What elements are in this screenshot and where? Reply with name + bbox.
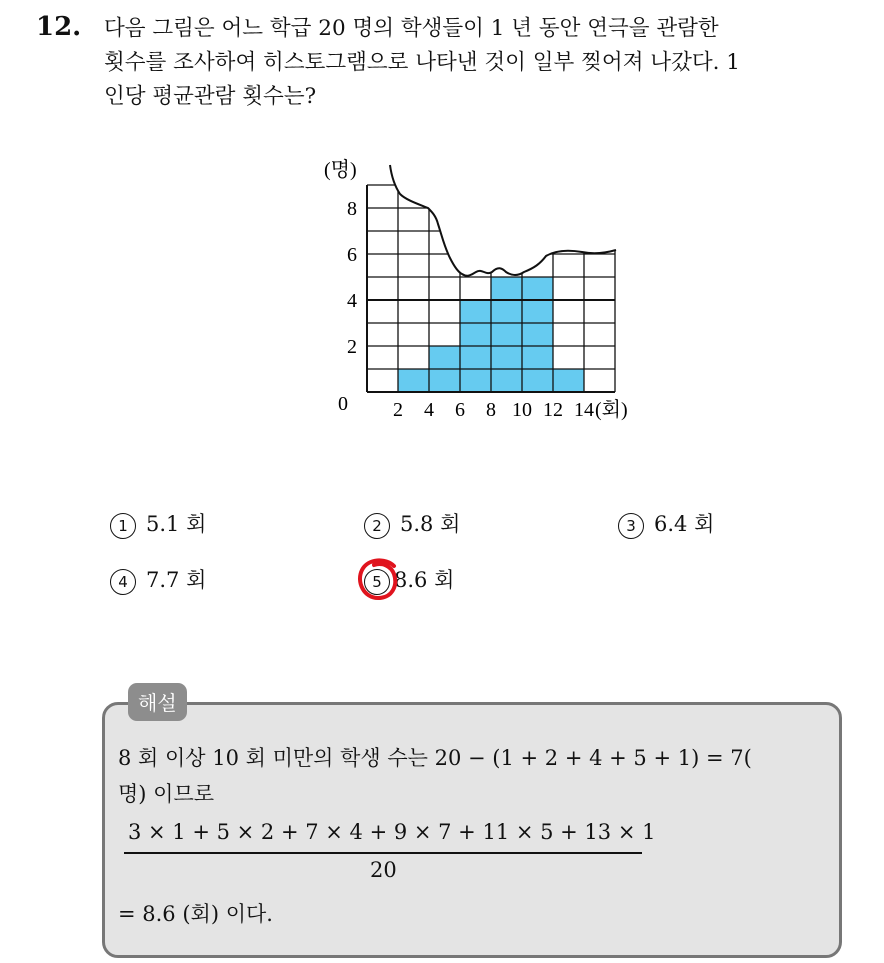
x-tick-label: 8	[486, 399, 496, 421]
histogram-bar	[398, 369, 429, 392]
y-tick-label: 4	[347, 290, 357, 312]
question-number: 12.	[36, 12, 82, 42]
choice-5-text: 8.6 회	[394, 568, 455, 592]
question-text	[104, 12, 864, 114]
choice-3-mark: 3	[618, 513, 644, 539]
solution-tag: 해설	[128, 683, 187, 721]
choice-2-text: 5.8 회	[400, 512, 461, 536]
x-tick-label: 14	[574, 399, 594, 421]
choice-1[interactable]	[110, 508, 206, 539]
choice-4[interactable]	[110, 564, 206, 595]
question-line-2: 횟수를 조사하여 히스토그램으로 나타낸 것이 일부 찢어져 나갔다. 1	[104, 50, 740, 75]
x-tick-label: 6	[455, 399, 465, 421]
x-tick-label: 4	[424, 399, 434, 421]
choice-1-mark: 1	[110, 513, 136, 539]
y-axis-label: (명)	[324, 159, 357, 181]
choice-2[interactable]	[364, 508, 460, 539]
fraction-bar	[124, 852, 642, 854]
x-axis-label: (회)	[595, 399, 628, 421]
fraction-numerator: 3 × 1 + 5 × 2 + 7 × 4 + 9 × 7 + 11 × 5 + 13 × 1	[128, 820, 656, 844]
solution-line-1: 8 회 이상 10 회 미만의 학생 수는 20 − (1 + 2 + 4 + 5 + 1) = 7(	[118, 746, 752, 770]
choice-4-mark: 4	[110, 569, 136, 595]
torn-edge	[390, 165, 616, 276]
x-tick-label: 2	[393, 399, 403, 421]
y-tick-label: 6	[347, 244, 357, 266]
choice-5[interactable]	[364, 564, 454, 595]
histogram-bar	[553, 369, 584, 392]
y-tick-label: 8	[347, 198, 357, 220]
x-tick-label: 10	[512, 399, 532, 421]
choice-3[interactable]	[618, 508, 714, 539]
choice-3-text: 6.4 회	[654, 512, 715, 536]
question-line-3: 인당 평균관람 횟수는?	[104, 84, 317, 109]
question-line-1: 다음 그림은 어느 학급 20 명의 학생들이 1 년 동안 연극을 관람한	[104, 16, 719, 41]
answer-circle-icon	[354, 556, 404, 604]
choice-1-text: 5.1 회	[146, 512, 207, 536]
histogram-bar	[522, 277, 553, 392]
solution-line-2: 명) 이므로	[118, 782, 215, 806]
histogram-bar	[491, 277, 522, 392]
histogram-chart	[300, 150, 660, 430]
y-tick-label: 0	[338, 393, 348, 415]
fraction-denominator: 20	[370, 858, 397, 882]
y-tick-label: 2	[347, 336, 357, 358]
choice-5-mark: 5	[364, 569, 390, 595]
x-tick-label: 12	[543, 399, 563, 421]
choice-2-mark: 2	[364, 513, 390, 539]
solution-result: = 8.6 (회) 이다.	[118, 902, 273, 926]
choice-4-text: 7.7 회	[146, 568, 207, 592]
